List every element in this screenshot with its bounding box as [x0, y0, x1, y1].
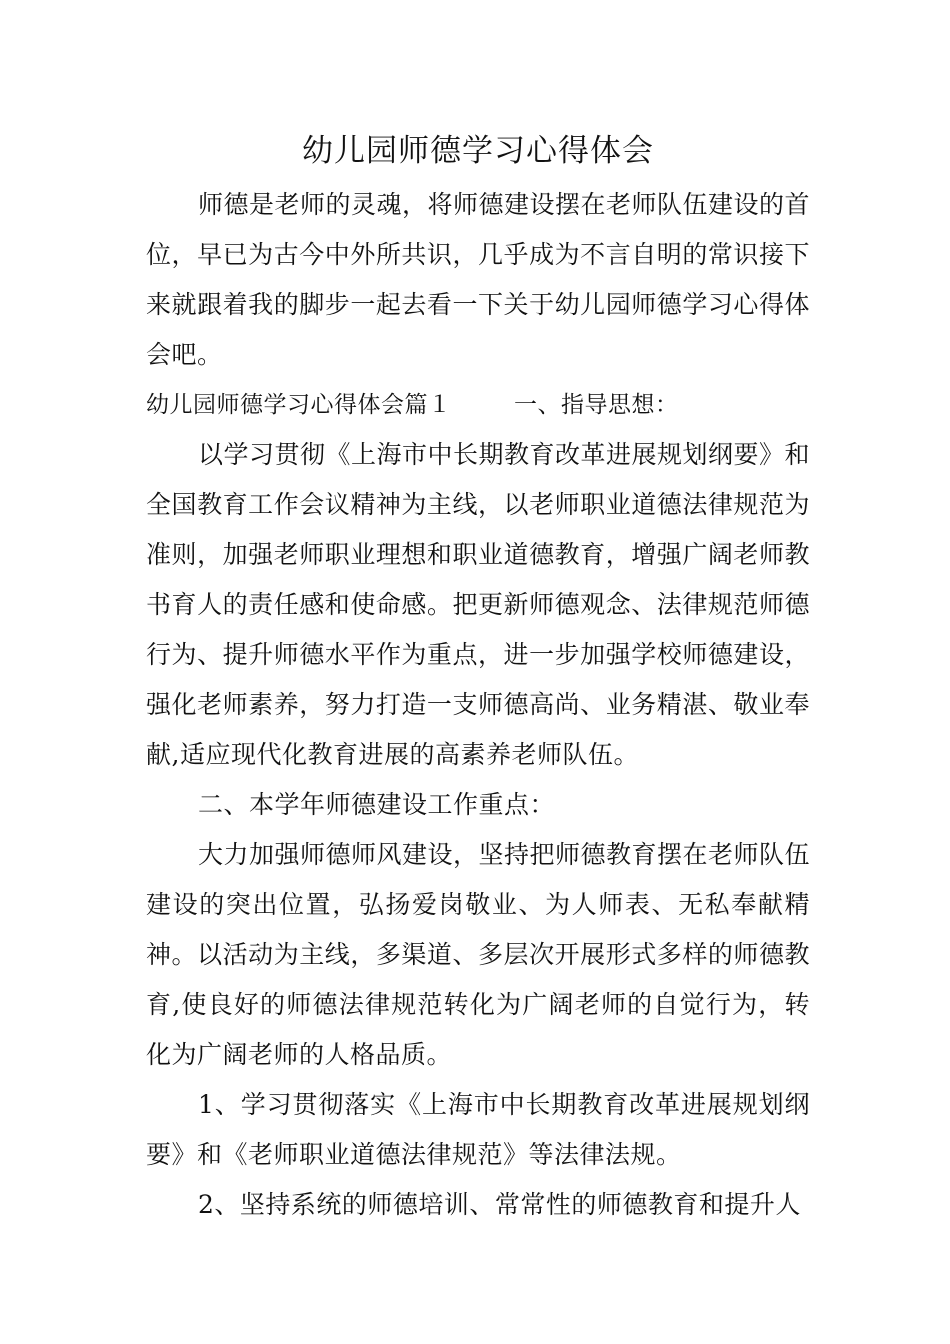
body-paragraph-4: 1、学习贯彻落实《上海市中长期教育改革进展规划纲要》和《老师职业道德法律规范》等法律法规。: [146, 1090, 810, 1169]
body-paragraph-2: 二、本学年师德建设工作重点：: [198, 790, 556, 819]
document-page: [146, 126, 810, 1230]
section-heading: 幼儿园师德学习心得体会篇１: [146, 392, 452, 418]
intro-paragraph: 师德是老师的灵魂，将师德建设摆在老师队伍建设的首位，早已为古今中外所共识，几乎成为不言自明的常识接下来就跟着我的脚步一起去看一下关于幼儿园师德学习心得体会吧。: [146, 190, 811, 369]
body-paragraph-3: 大力加强师德师风建设，坚持把师德教育摆在老师队伍建设的突出位置，弘扬爱岗敬业、为人师表、无私奉献精神。以活动为主线，多渠道、多层次开展形式多样的师德教育,使良好的师德法律规范转化为广阔老师的自觉行为，转化为广阔老师的人格品质。: [146, 840, 811, 1069]
guiding-heading: 一、指导思想：: [514, 392, 679, 418]
section-heading-line: [146, 380, 810, 430]
body-paragraph-1: 以学习贯彻《上海市中长期教育改革进展规划纲要》和全国教育工作会议精神为主线，以老师职业道德法律规范为准则，加强老师职业理想和职业道德教育，增强广阔老师教书育人的责任感和使命感。把更新师德观念、法律规范师德行为、提升师德水平作为重点，进一步加强学校师德建设，强化老师素养，努力打造一支师德高尚、业务精湛、敬业奉献,适应现代化教育进展的高素养老师队伍。: [146, 440, 811, 769]
body-paragraph-5: 2、坚持系统的师德培训、常常性的师德教育和提升人: [198, 1190, 801, 1219]
document-title: 幼儿园师德学习心得体会: [302, 133, 654, 169]
